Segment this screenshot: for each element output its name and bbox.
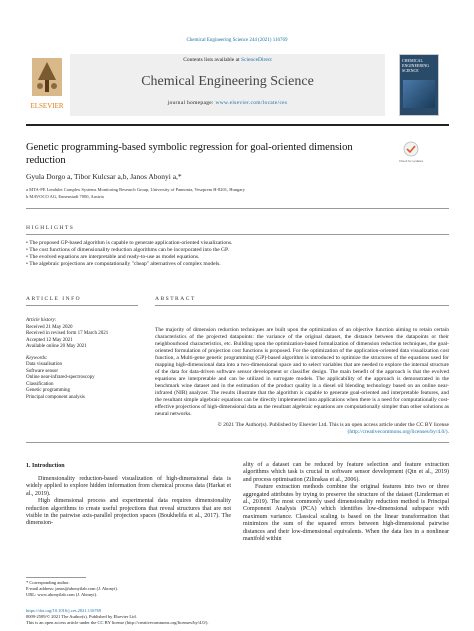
keywords-label: Keywords: bbox=[26, 355, 48, 361]
highlight-item: • The evolved equations are interpretable and ready-to-use as model equations. bbox=[26, 254, 232, 261]
bottom-info bbox=[26, 608, 449, 625]
history-label: Article history: bbox=[26, 318, 57, 323]
article-info-heading: ARTICLE INFO bbox=[26, 296, 82, 302]
contents-line bbox=[70, 57, 385, 63]
author-email: E-mail address: janos@abonyilab.com (J. Abonyi). bbox=[26, 585, 119, 591]
header-rule bbox=[26, 124, 449, 126]
highlights-rule bbox=[26, 234, 449, 235]
check-for-updates-badge[interactable] bbox=[398, 141, 424, 165]
paragraph: ality of a dataset can be reduced by feature selection and feature extraction algorithms which task is crucial in software sensor development (Qin et al., 2019) and process optimisation (Zilinskas et al., 2006). bbox=[243, 462, 449, 483]
abstract-text: The majority of dimension reduction techniques are built upon the optimization of an objective function aiming to retain certain characteristics of the projected datapoints: the variance of the original dataset, the distance between the datapoints or their neighbourhood characteristics, etc. Building upon the optimization-based formalization of dimension reduction techniques, the goal-oriented formulation of projection cost functions is proposed. For the optimization of the application-oriented data visualization cost function, a Multi-gene genetic programming (GP)-based algorithm is introduced to optimize the structures of the equations used for mapping high-dimensional data into a two-dimensional space and to select variables that are needed to explore the internal structure of the data for data-driven software sensor development or classifier design. The main benefit of the approach is that the evolved equations are interpretable and can be utilized in surrogate models. The applicability of the approach is demonstrated in the benchmark wine dataset and in the estimation of the product quality in a diesel oil blending technology based on an online near-infrared (NIR) analyzer. The results illustrate that the algorithm is capable to generate goal-oriented and interpretable features, and the resultant simple algebraic equations can be directly implemented into applications when there is a need for computationally cost-effective projections of high-dimensional data as the resultant algebraic equations are computationally simpler than other solutions as neural networks. bbox=[155, 327, 449, 417]
contents-prefix: Contents lists available at bbox=[183, 57, 241, 63]
highlights-list bbox=[26, 240, 232, 268]
intro-right-column bbox=[243, 462, 449, 543]
highlight-item: • The proposed GP-based algorithm is capable to generate application-oriented visualizations. bbox=[26, 240, 232, 247]
cover-title: CHEMICAL ENGINEERING SCIENCE bbox=[402, 58, 430, 73]
elsevier-logo bbox=[26, 56, 68, 114]
article-title: Genetic programming-based symbolic regression for goal-oriented dimension reduction bbox=[26, 142, 353, 166]
homepage-link[interactable]: www.elsevier.com/locate/ces bbox=[215, 100, 288, 106]
abstract-rule bbox=[155, 305, 449, 306]
history-item: Received 21 May 2020 bbox=[26, 324, 73, 330]
issn-line: 0009-2509/© 2021 The Author(s). Published by Elsevier Ltd. bbox=[26, 613, 137, 619]
paragraph: Feature extraction methods combine the original features into two or three aggregated attributes by trying to preserve the structure of the dataset (Linderman et al., 2019). The most commonly used dimensionality reduction method is Principal Component Analysis (PCA) which identifies low-dimensional subspace with maximum variance. Classical scaling is based on the linear transformation that minimizes the sum of the squared errors between high-dimensional pairwise distances and their low-dimensional equivalents. When the data lies in a nonlinear manifold within bbox=[243, 484, 449, 543]
elsevier-wordmark: ELSEVIER bbox=[30, 102, 64, 110]
badge-label: Check for updates bbox=[398, 159, 424, 163]
history-item: Available online 20 May 2021 bbox=[26, 344, 87, 349]
affiliation-b: b MAVOCO AG, Ennenstadt 7000, Austria bbox=[26, 194, 104, 199]
corresponding-author: * Corresponding author. bbox=[26, 580, 70, 585]
footnote bbox=[26, 580, 226, 597]
homepage-prefix: journal homepage: bbox=[167, 100, 216, 106]
affiliation-a: a MTA-PE Lendulet Complex Systems Monitoring Research Group, University of Pannonia, Veszprem H-8201, Hungary bbox=[26, 187, 246, 192]
author-url: URL: www.abonyilab.com (J. Abonyi). bbox=[26, 591, 98, 597]
article-info-rule bbox=[26, 305, 138, 306]
journal-name: Chemical Engineering Science bbox=[141, 74, 314, 89]
highlight-item: • The cost functions of dimensionality reduction algorithms can be incorporated into the GP. bbox=[26, 247, 232, 254]
sciencedirect-link[interactable]: ScienceDirect bbox=[240, 57, 272, 63]
paragraph: High dimensional process and experimental data requires dimensionality reduction algorithms to create useful projections that reveal structures that are not visible in the pairwise axis-parallel projection spaces (Boukhelifa et al., 2017). The dimension- bbox=[26, 498, 231, 527]
paragraph: Dimensionality reduction-based visualization of high-dimensional data is widely applied to explore hidden information from chemical process data (Harkat et al., 2019). bbox=[26, 476, 231, 497]
license-link[interactable]: (http://creativecommons.org/licenses/by/4.0/). bbox=[347, 429, 449, 435]
article-info bbox=[26, 318, 138, 401]
history-item: Accepted 12 May 2021 bbox=[26, 337, 73, 343]
journal-homepage bbox=[70, 100, 385, 106]
abstract-bottom-rule bbox=[26, 442, 449, 443]
intro-left-column bbox=[26, 476, 231, 528]
intro-heading: 1. Introduction bbox=[26, 463, 65, 469]
abstract-heading: ABSTRACT bbox=[155, 296, 196, 302]
keyword: Genetic programming bbox=[26, 388, 71, 393]
keyword: Online near-infrared-spectroscopy bbox=[26, 375, 95, 380]
highlights-heading: HIGHLIGHTS bbox=[26, 225, 75, 231]
author-list: Gyula Dorgo a, Tibor Kulcsar a,b, Janos Abonyi a,* bbox=[26, 172, 182, 181]
journal-citation[interactable]: Chemical Engineering Science 244 (2021) 116769 bbox=[186, 38, 288, 43]
highlight-item: • The algebraic projections are computationally "cheap" alternatives of complex models. bbox=[26, 261, 232, 268]
keyword: Classification bbox=[26, 381, 54, 387]
cover-graphic bbox=[403, 80, 435, 108]
copyright-notice bbox=[155, 422, 449, 436]
affil-rule bbox=[26, 208, 449, 209]
history-item: Received in revised form 17 March 2021 bbox=[26, 331, 109, 336]
footnote-rule bbox=[26, 577, 86, 578]
doi-link[interactable]: https://doi.org/10.1016/j.ces.2021.116769 bbox=[26, 608, 102, 613]
license-line: This is an open access article under the CC BY license (http://creativecommons.org/licenses/by/4.0/). bbox=[26, 619, 209, 625]
copyright-text: © 2021 The Author(s). Published by Elsevier Ltd. This is an open access article under the CC BY license bbox=[217, 422, 449, 428]
keyword: Principal component analysis bbox=[26, 394, 85, 400]
keyword: Data visualisation bbox=[26, 362, 62, 367]
keyword: Software sensor bbox=[26, 368, 59, 374]
